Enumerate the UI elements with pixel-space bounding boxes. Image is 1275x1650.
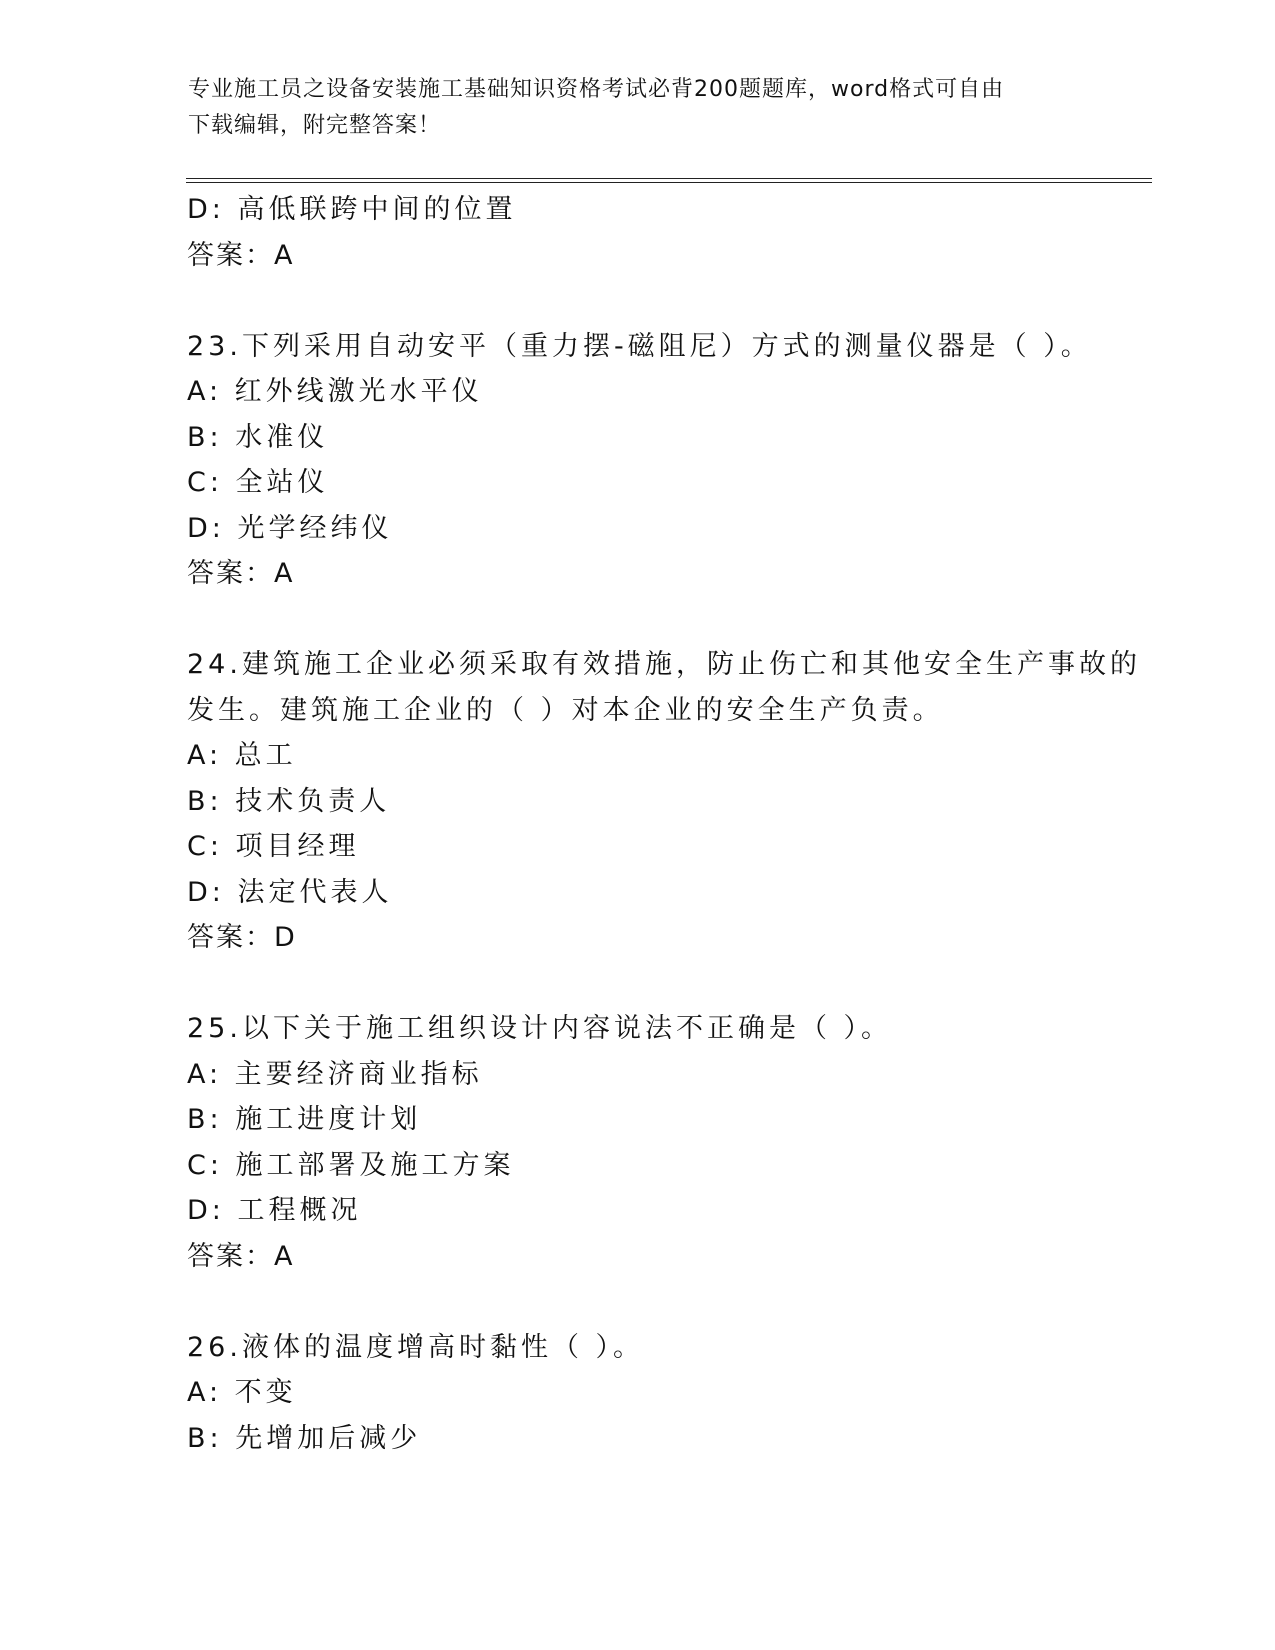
spacer [187,1279,1107,1325]
spacer [187,961,1107,1007]
option-c: C: 全站仪 [187,467,329,498]
previous-question-option-d: D: 高低联跨中间的位置 [187,194,517,225]
option-a: A: 主要经济商业指标 [187,1058,483,1090]
question-stem-line-2: 发生。建筑施工企业的（ ）对本企业的安全生产负责。 [187,694,944,726]
question-stem-line-1: 24.建筑施工企业必须采取有效措施，防止伤亡和其他安全生产事故的 [187,649,1141,680]
option-b: B: 水准仪 [187,421,329,453]
answer: 答案：A [187,1240,295,1272]
option-c: C: 项目经理 [187,831,360,862]
header-line-2: 下载编辑，附完整答案！ [188,113,442,138]
option-a: A: 总工 [187,740,297,771]
option-b: B: 技术负责人 [187,785,391,817]
answer: 答案：D [187,922,297,953]
option-d: D: 工程概况 [187,1195,362,1226]
header-line-1: 专业施工员之设备安装施工基础知识资格考试必背200题题库，word格式可自由 [188,77,1005,102]
spacer [187,278,1107,324]
option-a: A: 不变 [187,1377,297,1408]
document-header [188,72,1088,144]
option-b: B: 先增加后减少 [187,1422,422,1454]
question-stem: 25.以下关于施工组织设计内容说法不正确是（ ）。 [187,1013,893,1044]
option-b: B: 施工进度计划 [187,1104,422,1135]
option-c: C: 施工部署及施工方案 [187,1149,515,1181]
option-a: A: 红外线激光水平仪 [187,376,483,407]
question-26 [187,1325,1107,1462]
option-d: D: 光学经纬仪 [187,512,393,544]
header-divider-top [186,178,1152,179]
previous-question-answer: 答案：A [187,239,295,271]
question-24 [187,642,1141,961]
answer: 答案：A [187,558,295,589]
question-list [187,187,1141,1461]
spacer [187,597,1107,643]
question-23 [187,324,1107,597]
question-25 [187,1006,1107,1279]
option-d: D: 法定代表人 [187,876,393,908]
question-stem: 26.液体的温度增高时黏性（ ）。 [187,1331,645,1363]
question-stem: 23.下列采用自动安平（重力摆-磁阻尼）方式的测量仪器是（ ）。 [187,330,1092,362]
header-divider-bottom [186,182,1152,183]
